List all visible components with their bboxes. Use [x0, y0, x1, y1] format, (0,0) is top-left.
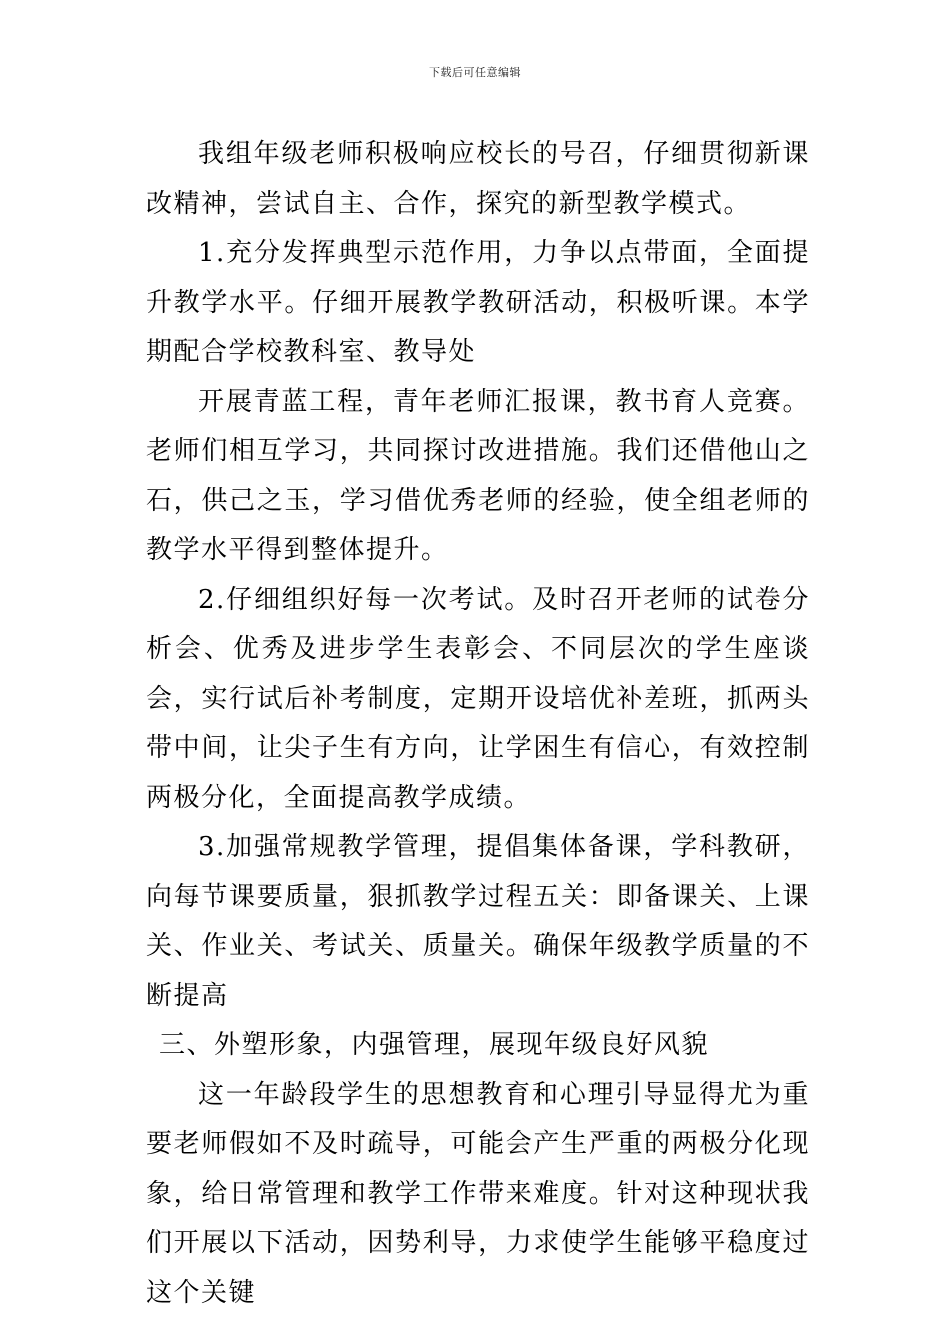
paragraph-item-3: 3.加强常规教学管理，提倡集体备课，学科教研，向每节课要质量，狠抓教学过程五关：即备课关、上课关、作业关、考试关、质量关。确保年级教学质量的不断提高	[146, 832, 810, 1011]
paragraph-qinglan: 开展青蓝工程，青年老师汇报课，教书育人竞赛。老师们相互学习，共同探讨改进措施。我们还借他山之石，供己之玉，学习借优秀老师的经验，使全组老师的教学水平得到整体提升。	[146, 386, 810, 565]
document-body	[146, 130, 810, 1318]
paragraph-intro: 我组年级老师积极响应校长的号召，仔细贯彻新课改精神，尝试自主、合作，探究的新型教学模式。	[146, 139, 810, 219]
paragraph-student-guidance: 这一年龄段学生的思想教育和心理引导显得尤为重要老师假如不及时疏导，可能会产生严重的两极分化现象，给日常管理和教学工作带来难度。针对这种现状我们开展以下活动，因势利导，力求使学生能够平稳度过这个关键	[146, 1079, 810, 1308]
paragraph-item-1: 1.充分发挥典型示范作用，力争以点带面，全面提升教学水平。仔细开展教学教研活动，积极听课。本学期配合学校教科室、教导处	[146, 238, 810, 367]
download-note: 下载后可任意编辑	[429, 66, 521, 79]
section-heading-3: 三、外塑形象，内强管理，展现年级良好风貌	[159, 1030, 710, 1060]
paragraph-item-2: 2.仔细组织好每一次考试。及时召开老师的试卷分析会、优秀及进步学生表彰会、不同层次的学生座谈会，实行试后补考制度，定期开设培优补差班，抓两头带中间，让尖子生有方向，让学困生有信心，有效控制两极分化，全面提高教学成绩。	[146, 584, 810, 813]
